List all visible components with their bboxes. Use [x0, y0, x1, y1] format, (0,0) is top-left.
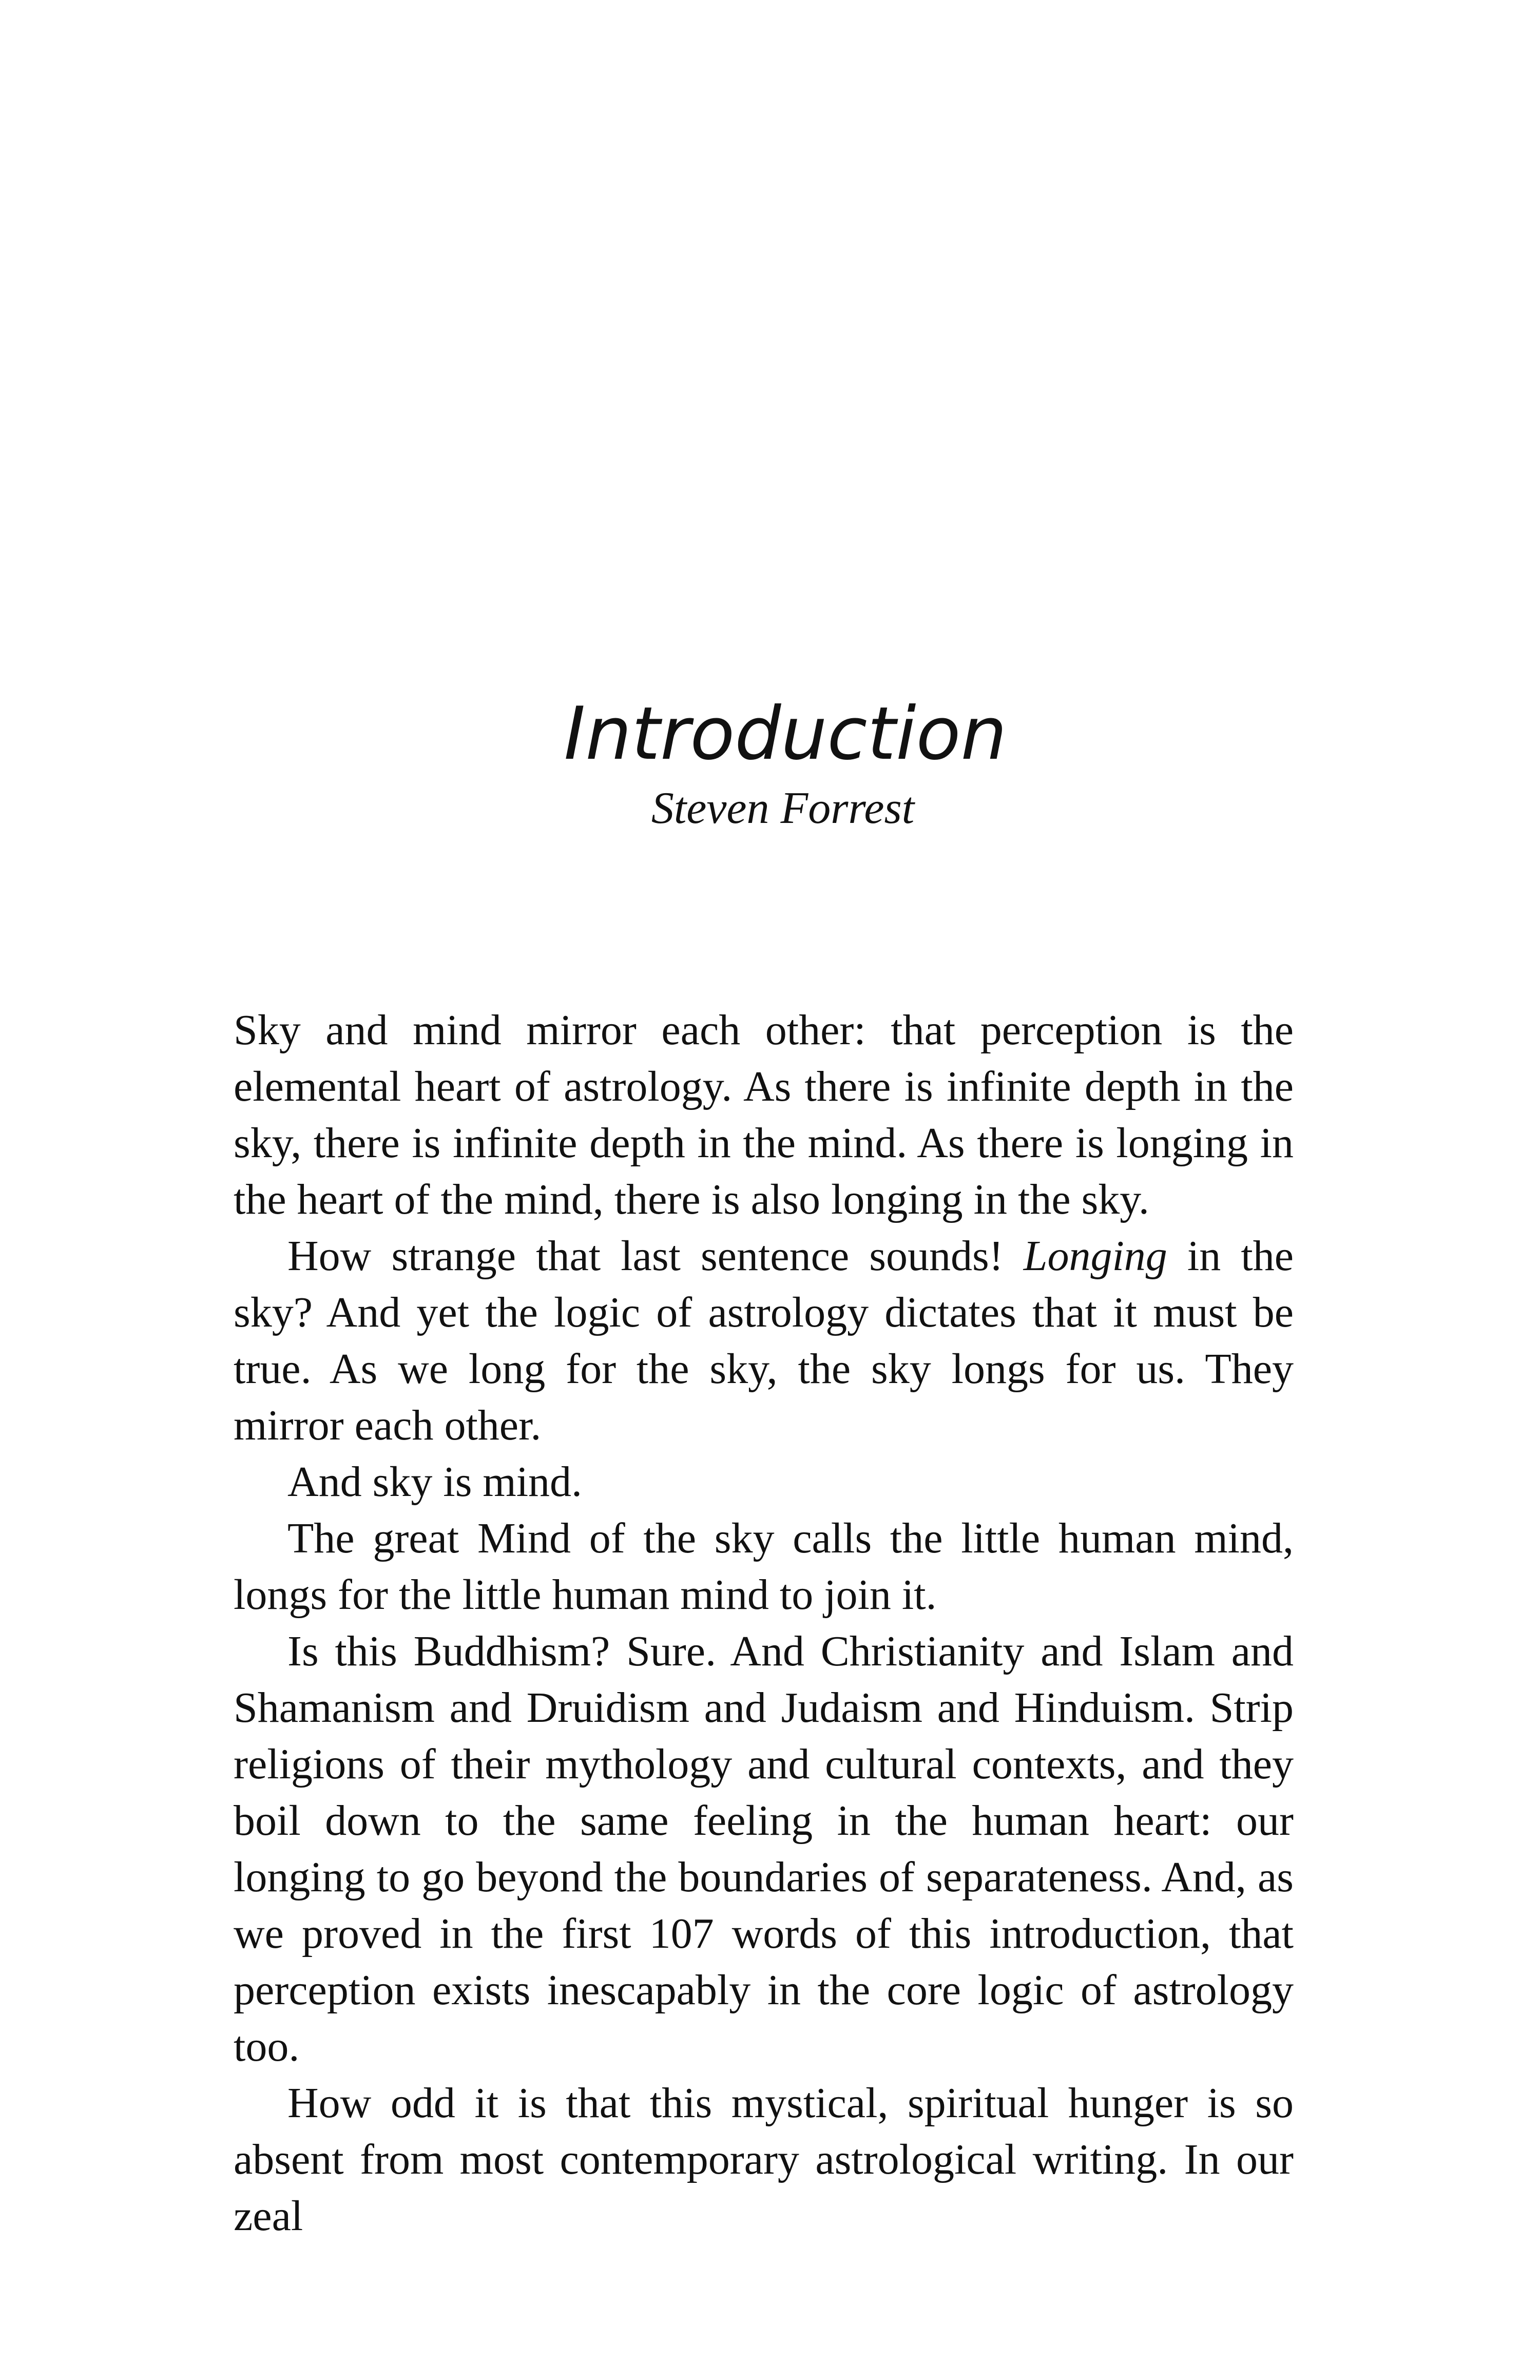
paragraph: How odd it is that this mystical, spiritual hunger is so absent from most contemporary astrological writing. In our zeal [234, 2079, 1294, 2240]
paragraph: The great Mind of the sky calls the little human mind, longs for the little human mind to join it. [234, 1514, 1294, 1619]
chapter-heading [0, 688, 1540, 837]
emphasized-word: Longing [1023, 1232, 1167, 1280]
paragraph: How strange that last sentence sounds! Longing in the sky? And yet the logic of astrology dictates that it must be true. As we long for the sky, the sky longs for us. They mirror each other. [234, 1232, 1294, 1449]
chapter-title: Introduction [564, 692, 1007, 776]
paragraph: And sky is mind. [287, 1458, 583, 1506]
paragraph: Is this Buddhism? Sure. And Christianity and Islam and Shamanism and Druidism and Judaism and Hinduism. Strip religions of their mythology and cultural contexts, and they boil down to the same feeling in the human heart: our longing to go beyond the boundaries of separateness. And, as we proved in the first 107 words of this introduction, that perception exists inescapably in the core logic of astrology too. [234, 1627, 1294, 2070]
paragraph: Sky and mind mirror each other: that perception is the elemental heart of astrology. As there is infinite depth in the sky, there is infinite depth in the mind. As there is longing in the heart of the mind, there is also longing in the sky. [234, 1006, 1294, 1223]
body-text [234, 1002, 1294, 2244]
chapter-author: Steven Forrest [651, 783, 915, 833]
